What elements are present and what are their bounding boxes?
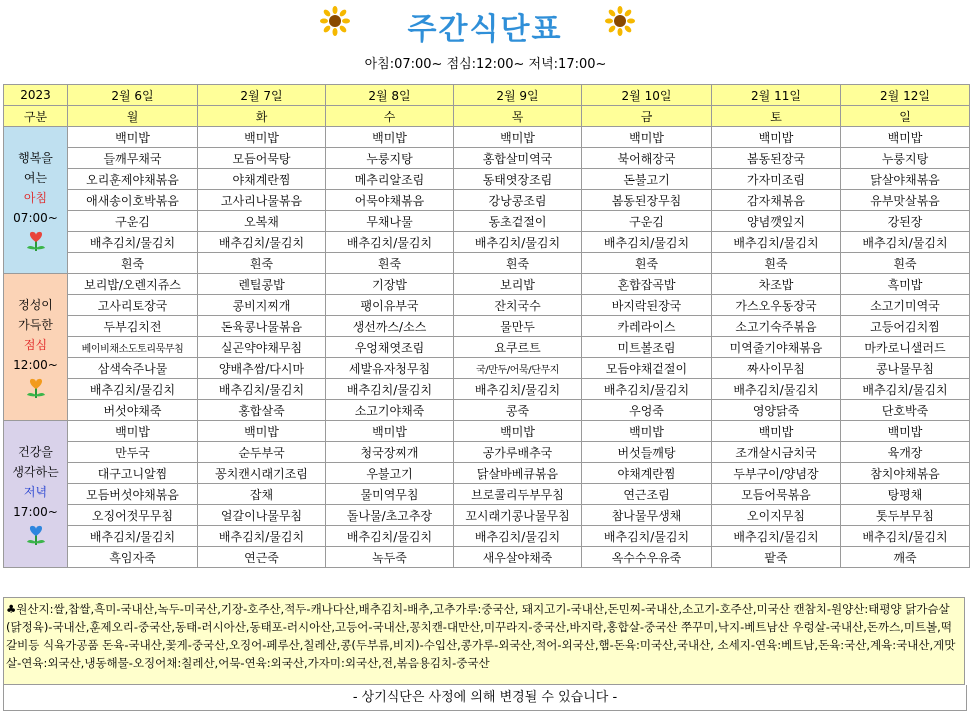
- menu-item: 소고기미역국: [841, 295, 970, 316]
- lunch-label: [4, 274, 68, 421]
- origin-notes: ♣원산지:쌀,찹쌀,흑미-국내산,녹두-미국산,기장-호주산,적두-캐나다산,배추김치-배추,고추가루:중국산, 돼지고기-국내산,돈민찌-국내산,소고기-호주산,미국산 캔참치-원양산:태평양 닭가슴살(닭정육)-국내산,훈제오리-중국산,동태-러시아산,동태포-러시아산,고등어-국내산,꽁치캔-대만산,미꾸라지-중국산,바지락,홍합살-중국산 쭈꾸미,낙지-베트남산 우렁살-국내산,돈까스,미트볼,떡갈비등 식육가공품 돈육-국내산,꽃게-중국산,오징어-페루산,칠레산,콩(두부류,비지)-수입산,콩가루-외국산,적어-외국산,햄-돈육:미국산,국내산, 소세지-연육:베트남,돈육:국산,계육:국내산,게맛살-연육:외국산,냉동해물-오징어채:칠레산,어묵-연육:외국산,가자미:외국산,전,볶음용김치-중국산: [3, 597, 965, 685]
- menu-item: 물만두: [454, 316, 582, 337]
- meal-name: 저녁: [23, 485, 48, 499]
- menu-item: 배추김치/물김치: [198, 379, 326, 400]
- breakfast-row: [4, 253, 970, 274]
- date-cell: 2월 6일: [68, 85, 198, 106]
- menu-item: 얼갈이나물무침: [198, 505, 326, 526]
- meal-name: 아침: [23, 191, 48, 205]
- menu-item: 팥죽: [712, 547, 841, 568]
- date-cell: 2월 11일: [712, 85, 841, 106]
- weekday-cell: 수: [326, 106, 454, 127]
- menu-item: 세발유자청무침: [326, 358, 454, 379]
- menu-item: 렌틸콩밥: [198, 274, 326, 295]
- label-line: 정성이: [18, 298, 53, 312]
- menu-item: 공가루배추국: [454, 442, 582, 463]
- menu-item: 연근조림: [582, 484, 712, 505]
- breakfast-row: [4, 169, 970, 190]
- menu-item: 브로콜리두부무침: [454, 484, 582, 505]
- menu-item: 만두국: [68, 442, 198, 463]
- date-row: [4, 85, 970, 106]
- menu-item: 꼬시래기콩나물무침: [454, 505, 582, 526]
- menu-item: 무채나물: [326, 211, 454, 232]
- menu-item: 배추김치/물김치: [454, 526, 582, 547]
- menu-item: 배추김치/물김치: [712, 526, 841, 547]
- dinner-row: [4, 442, 970, 463]
- menu-item: 배추김치/물김치: [326, 379, 454, 400]
- menu-item: 백미밥: [712, 127, 841, 148]
- menu-item: 야채계란찜: [198, 169, 326, 190]
- label-line: 가득한: [18, 318, 53, 332]
- menu-item: 흰죽: [454, 253, 582, 274]
- menu-item: 보리밥/오렌지쥬스: [68, 274, 198, 295]
- menu-item: 단호박죽: [841, 400, 970, 421]
- weekday-cell: 토: [712, 106, 841, 127]
- dinner-row: [4, 421, 970, 442]
- dinner-row: [4, 463, 970, 484]
- meal-time: 17:00~: [13, 505, 58, 519]
- menu-item: 우엉죽: [582, 400, 712, 421]
- dinner-row: [4, 526, 970, 547]
- menu-item: 구운김: [582, 211, 712, 232]
- menu-item: 백미밥: [68, 127, 198, 148]
- menu-item: 백미밥: [198, 421, 326, 442]
- menu-item: 백미밥: [582, 421, 712, 442]
- menu-item: 배추김치/물김치: [582, 379, 712, 400]
- menu-item: 버섯야채죽: [68, 400, 198, 421]
- weekday-cell: 일: [841, 106, 970, 127]
- menu-item: 배추김치/물김치: [841, 379, 970, 400]
- menu-item: 미트볼조림: [582, 337, 712, 358]
- menu-item: 대구고니알찜: [68, 463, 198, 484]
- menu-item: 영양닭죽: [712, 400, 841, 421]
- dinner-label: [4, 421, 68, 568]
- menu-item: 배추김치/물김치: [198, 526, 326, 547]
- menu-item: 배추김치/물김치: [68, 379, 198, 400]
- menu-item: 실곤약야채무침: [198, 337, 326, 358]
- breakfast-row: [4, 148, 970, 169]
- menu-item: 유부맛살볶음: [841, 190, 970, 211]
- menu-item: 감자채볶음: [712, 190, 841, 211]
- menu-item: 흰죽: [582, 253, 712, 274]
- menu-item: 오복채: [198, 211, 326, 232]
- tulip-icon: [23, 524, 49, 546]
- menu-item: 녹두죽: [326, 547, 454, 568]
- meal-time: 07:00~: [13, 211, 58, 225]
- menu-item: 국/만두/어묵/단무지: [454, 358, 582, 379]
- menu-item: 배추김치/물김치: [712, 232, 841, 253]
- menu-item: 청국장찌개: [326, 442, 454, 463]
- date-cell: 2월 9일: [454, 85, 582, 106]
- menu-item: 순두부국: [198, 442, 326, 463]
- label-line: 여는: [23, 171, 48, 185]
- menu-item: 애새송이호박볶음: [68, 190, 198, 211]
- menu-item: 백미밥: [68, 421, 198, 442]
- menu-item: 돈육콩나물볶음: [198, 316, 326, 337]
- weekday-cell: 목: [454, 106, 582, 127]
- menu-item: 돌나물/초고추장: [326, 505, 454, 526]
- label-line: 행복을: [18, 151, 53, 165]
- menu-item: 흑미밥: [841, 274, 970, 295]
- menu-item: 백미밥: [582, 127, 712, 148]
- dinner-row: [4, 484, 970, 505]
- menu-item: 잔치국수: [454, 295, 582, 316]
- date-cell: 2월 8일: [326, 85, 454, 106]
- menu-item: 닭살바베큐볶음: [454, 463, 582, 484]
- menu-item: 배추김치/물김치: [198, 232, 326, 253]
- menu-item: 오리훈제야채볶음: [68, 169, 198, 190]
- menu-item: 두부김치전: [68, 316, 198, 337]
- menu-item: 마카로니샐러드: [841, 337, 970, 358]
- menu-item: 흰죽: [326, 253, 454, 274]
- menu-item: 백미밥: [326, 421, 454, 442]
- menu-item: 옥수수우유죽: [582, 547, 712, 568]
- menu-item: 잡채: [198, 484, 326, 505]
- menu-item: 생선까스/소스: [326, 316, 454, 337]
- menu-item: 배추김치/물김치: [841, 232, 970, 253]
- menu-item: 물미역무침: [326, 484, 454, 505]
- footer-notice: - 상기식단은 사정에 의해 변경될 수 있습니다 -: [3, 685, 967, 711]
- menu-item: 오징어젓무무침: [68, 505, 198, 526]
- label-line: 건강을: [18, 445, 53, 459]
- menu-item: 보리밥: [454, 274, 582, 295]
- menu-item: 가스오우동장국: [712, 295, 841, 316]
- breakfast-row: [4, 190, 970, 211]
- menu-item: 배추김치/물김치: [841, 526, 970, 547]
- lunch-row: [4, 337, 970, 358]
- menu-item: 미역줄기야채볶음: [712, 337, 841, 358]
- breakfast-row: [4, 232, 970, 253]
- menu-item: 배추김치/물김치: [326, 232, 454, 253]
- menu-item: 봄동된장무침: [582, 190, 712, 211]
- menu-item: 탕평채: [841, 484, 970, 505]
- menu-item: 배추김치/물김치: [68, 526, 198, 547]
- menu-item: 참나물무생채: [582, 505, 712, 526]
- menu-item: 백미밥: [198, 127, 326, 148]
- date-cell: 2월 12일: [841, 85, 970, 106]
- menu-item: 요쿠르트: [454, 337, 582, 358]
- menu-item: 새우살야채죽: [454, 547, 582, 568]
- menu-item: 우엉채엿조림: [326, 337, 454, 358]
- lunch-row: [4, 400, 970, 421]
- lunch-row: [4, 295, 970, 316]
- menu-item: 혼합잡곡밥: [582, 274, 712, 295]
- menu-item: 닭살야채볶음: [841, 169, 970, 190]
- tulip-icon: [23, 377, 49, 399]
- lunch-row: [4, 358, 970, 379]
- menu-item: 깨죽: [841, 547, 970, 568]
- menu-item: 흰죽: [68, 253, 198, 274]
- menu-item: 배추김치/물김치: [582, 232, 712, 253]
- year-cell: 2023: [4, 85, 68, 106]
- menu-item: 배추김치/물김치: [326, 526, 454, 547]
- menu-item: 콩비지찌개: [198, 295, 326, 316]
- menu-item: 북어해장국: [582, 148, 712, 169]
- menu-item: 참치야채볶음: [841, 463, 970, 484]
- menu-item: 홍합살미역국: [454, 148, 582, 169]
- weekday-cell: 금: [582, 106, 712, 127]
- menu-item: 연근죽: [198, 547, 326, 568]
- menu-item: 오이지무침: [712, 505, 841, 526]
- menu-item: 흑임자죽: [68, 547, 198, 568]
- menu-item: 흰죽: [841, 253, 970, 274]
- menu-table: [3, 84, 970, 568]
- weekday-row: [4, 106, 970, 127]
- menu-item: 버섯들깨탕: [582, 442, 712, 463]
- menu-item: 배추김치/물김치: [454, 232, 582, 253]
- menu-item: 양배추쌈/다시마: [198, 358, 326, 379]
- menu-item: 배추김치/물김치: [712, 379, 841, 400]
- page-title: [320, 4, 650, 47]
- menu-item: 누룽지탕: [841, 148, 970, 169]
- menu-item: 기장밥: [326, 274, 454, 295]
- menu-item: 흰죽: [198, 253, 326, 274]
- menu-item: 베이비채소도토리묵무침: [68, 337, 198, 358]
- menu-item: 꽁치캔시래기조림: [198, 463, 326, 484]
- date-cell: 2월 10일: [582, 85, 712, 106]
- menu-item: 배추김치/물김치: [68, 232, 198, 253]
- menu-item: 누룽지탕: [326, 148, 454, 169]
- menu-item: 들깨무채국: [68, 148, 198, 169]
- menu-item: 봄동된장국: [712, 148, 841, 169]
- menu-item: 어묵야채볶음: [326, 190, 454, 211]
- sunflower-icon: [605, 6, 635, 36]
- breakfast-row: [4, 127, 970, 148]
- menu-item: 구운김: [68, 211, 198, 232]
- title-area: [0, 0, 971, 84]
- menu-item: 메추리알조림: [326, 169, 454, 190]
- menu-item: 흰죽: [712, 253, 841, 274]
- menu-item: 배추김치/물김치: [454, 379, 582, 400]
- menu-item: 백미밥: [326, 127, 454, 148]
- lunch-row: [4, 379, 970, 400]
- menu-item: 백미밥: [841, 421, 970, 442]
- menu-item: 동태엿장조림: [454, 169, 582, 190]
- weekday-cell: 월: [68, 106, 198, 127]
- menu-item: 차조밥: [712, 274, 841, 295]
- menu-item: 백미밥: [712, 421, 841, 442]
- menu-item: 고등어김치찜: [841, 316, 970, 337]
- menu-item: 배추김치/물김치: [582, 526, 712, 547]
- menu-item: 모듬야채겉절이: [582, 358, 712, 379]
- breakfast-row: [4, 211, 970, 232]
- menu-item: 삼색숙주나물: [68, 358, 198, 379]
- weekday-cell: 화: [198, 106, 326, 127]
- meal-times: 아침:07:00~ 점심:12:00~ 저녁:17:00~: [364, 57, 607, 72]
- menu-item: 고사리토장국: [68, 295, 198, 316]
- menu-item: 두부구이/양념장: [712, 463, 841, 484]
- meal-time: 12:00~: [13, 358, 58, 372]
- lunch-row: [4, 316, 970, 337]
- lunch-row: [4, 274, 970, 295]
- menu-item: 양념깻잎지: [712, 211, 841, 232]
- menu-item: 고사리나물볶음: [198, 190, 326, 211]
- menu-item: 조개살시금치국: [712, 442, 841, 463]
- heart-flower-icon: [23, 230, 49, 252]
- menu-item: 야채계란찜: [582, 463, 712, 484]
- menu-item: 모듬어묵볶음: [712, 484, 841, 505]
- menu-item: 가자미조림: [712, 169, 841, 190]
- date-cell: 2월 7일: [198, 85, 326, 106]
- breakfast-label: [4, 127, 68, 274]
- menu-item: 백미밥: [454, 421, 582, 442]
- dinner-row: [4, 547, 970, 568]
- label-line: 생각하는: [12, 465, 59, 479]
- menu-item: 카레라이스: [582, 316, 712, 337]
- menu-item: 모듬버섯야채볶음: [68, 484, 198, 505]
- menu-item: 백미밥: [454, 127, 582, 148]
- menu-item: 콩나물무침: [841, 358, 970, 379]
- category-label: 구분: [4, 106, 68, 127]
- menu-item: 모듬어묵탕: [198, 148, 326, 169]
- menu-item: 강낭콩조림: [454, 190, 582, 211]
- menu-item: 콩죽: [454, 400, 582, 421]
- menu-item: 소고기야채죽: [326, 400, 454, 421]
- menu-item: 짜사이무침: [712, 358, 841, 379]
- menu-item: 동초겉절이: [454, 211, 582, 232]
- menu-item: 돈불고기: [582, 169, 712, 190]
- dinner-row: [4, 505, 970, 526]
- menu-item: 바지락된장국: [582, 295, 712, 316]
- menu-item: 백미밥: [841, 127, 970, 148]
- menu-item: 육개장: [841, 442, 970, 463]
- menu-item: 강된장: [841, 211, 970, 232]
- title-text: 주간식단표: [407, 12, 563, 47]
- meal-name: 점심: [23, 338, 48, 352]
- menu-item: 홍합살죽: [198, 400, 326, 421]
- menu-item: 소고기숙주볶음: [712, 316, 841, 337]
- menu-item: 톳두부무침: [841, 505, 970, 526]
- menu-item: 팽이유부국: [326, 295, 454, 316]
- menu-item: 우불고기: [326, 463, 454, 484]
